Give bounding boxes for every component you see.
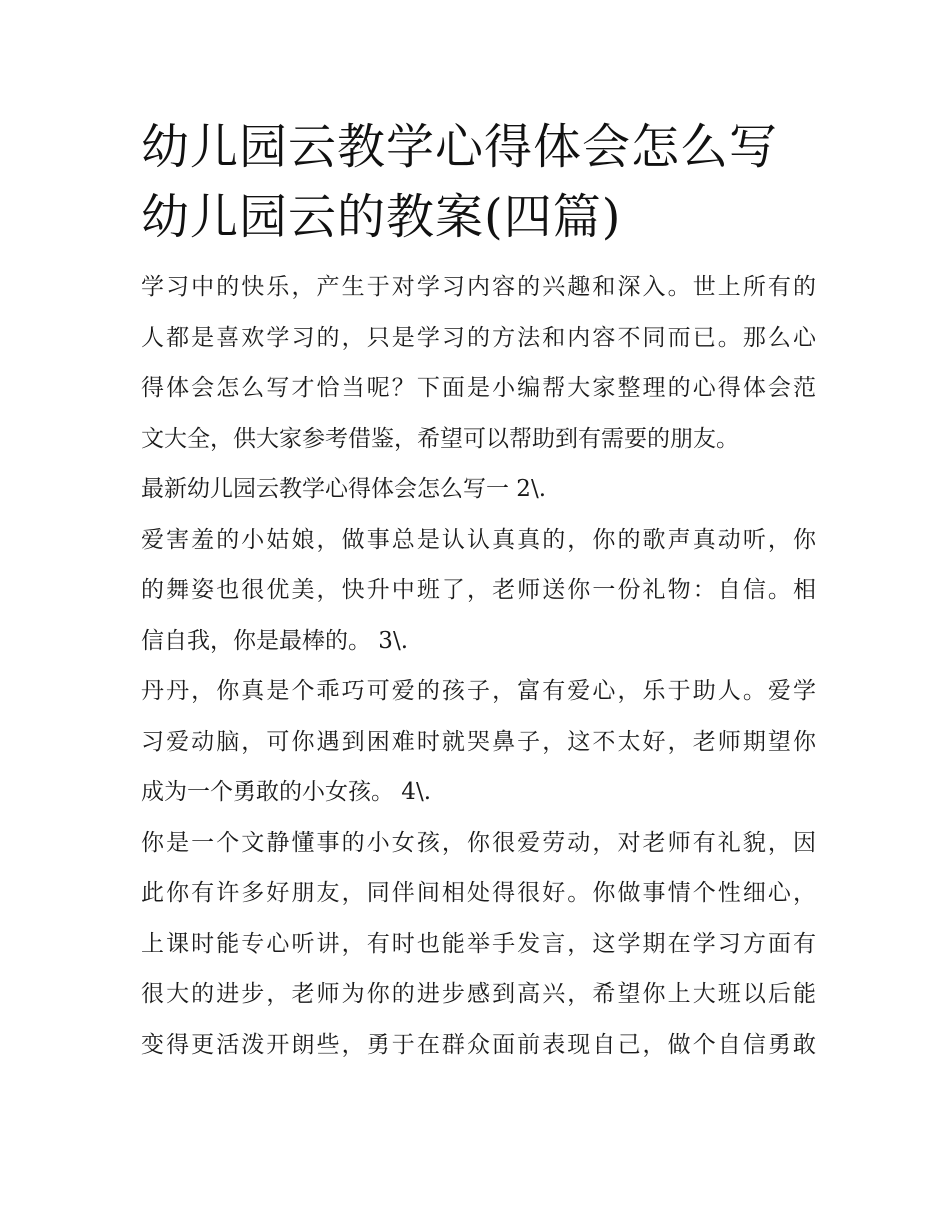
- title-line-2: 幼儿园云的教案(四篇): [141, 189, 622, 245]
- body-line-2: 人都是喜欢学习的，只是学习的方法和内容不同而已。那么心: [141, 324, 816, 351]
- body-line-12: 你是一个文静懂事的小女孩，你很爱劳动，对老师有礼貌，因: [141, 829, 816, 856]
- body-line-14: 上课时能专心听讲，有时也能举手发言，这学期在学习方面有: [141, 930, 816, 957]
- body-line-8: 信自我，你是最棒的。 3\.: [141, 627, 409, 654]
- body-line-7: 的舞姿也很优美，快升中班了，老师送你一份礼物：自信。相: [141, 577, 816, 603]
- document-title: [141, 112, 816, 252]
- body-line-4: 文大全，供大家参考借鉴，希望可以帮助到有需要的朋友。: [141, 425, 739, 452]
- body-line-1: 学习中的快乐，产生于对学习内容的兴趣和深入。世上所有的: [141, 274, 816, 300]
- body-line-11: 成为一个勇敢的小女孩。 4\.: [141, 779, 432, 805]
- body-line-9: 丹丹，你真是个乖巧可爱的孩子，富有爱心，乐于助人。爱学: [141, 678, 816, 704]
- document-content: [141, 112, 816, 1070]
- section-heading-1: 最新幼儿园云教学心得体会怎么写一 2\.: [141, 476, 547, 502]
- body-line-15: 很大的进步，老师为你的进步感到高兴，希望你上大班以后能: [141, 981, 816, 1007]
- body-line-6: 爱害羞的小姑娘，做事总是认认真真的，你的歌声真动听，你: [141, 526, 816, 553]
- body-line-3: 得体会怎么写才恰当呢？下面是小编帮大家整理的心得体会范: [141, 375, 816, 401]
- body-line-13: 此你有许多好朋友，同伴间相处得很好。你做事情个性细心，: [141, 880, 816, 906]
- body-line-16: 变得更活泼开朗些，勇于在群众面前表现自己，做个自信勇敢: [141, 1031, 816, 1058]
- title-line-1: 幼儿园云教学心得体会怎么写: [141, 119, 779, 175]
- document-body: [141, 262, 816, 1070]
- body-line-10: 习爱动脑，可你遇到困难时就哭鼻子，这不太好，老师期望你: [141, 728, 816, 755]
